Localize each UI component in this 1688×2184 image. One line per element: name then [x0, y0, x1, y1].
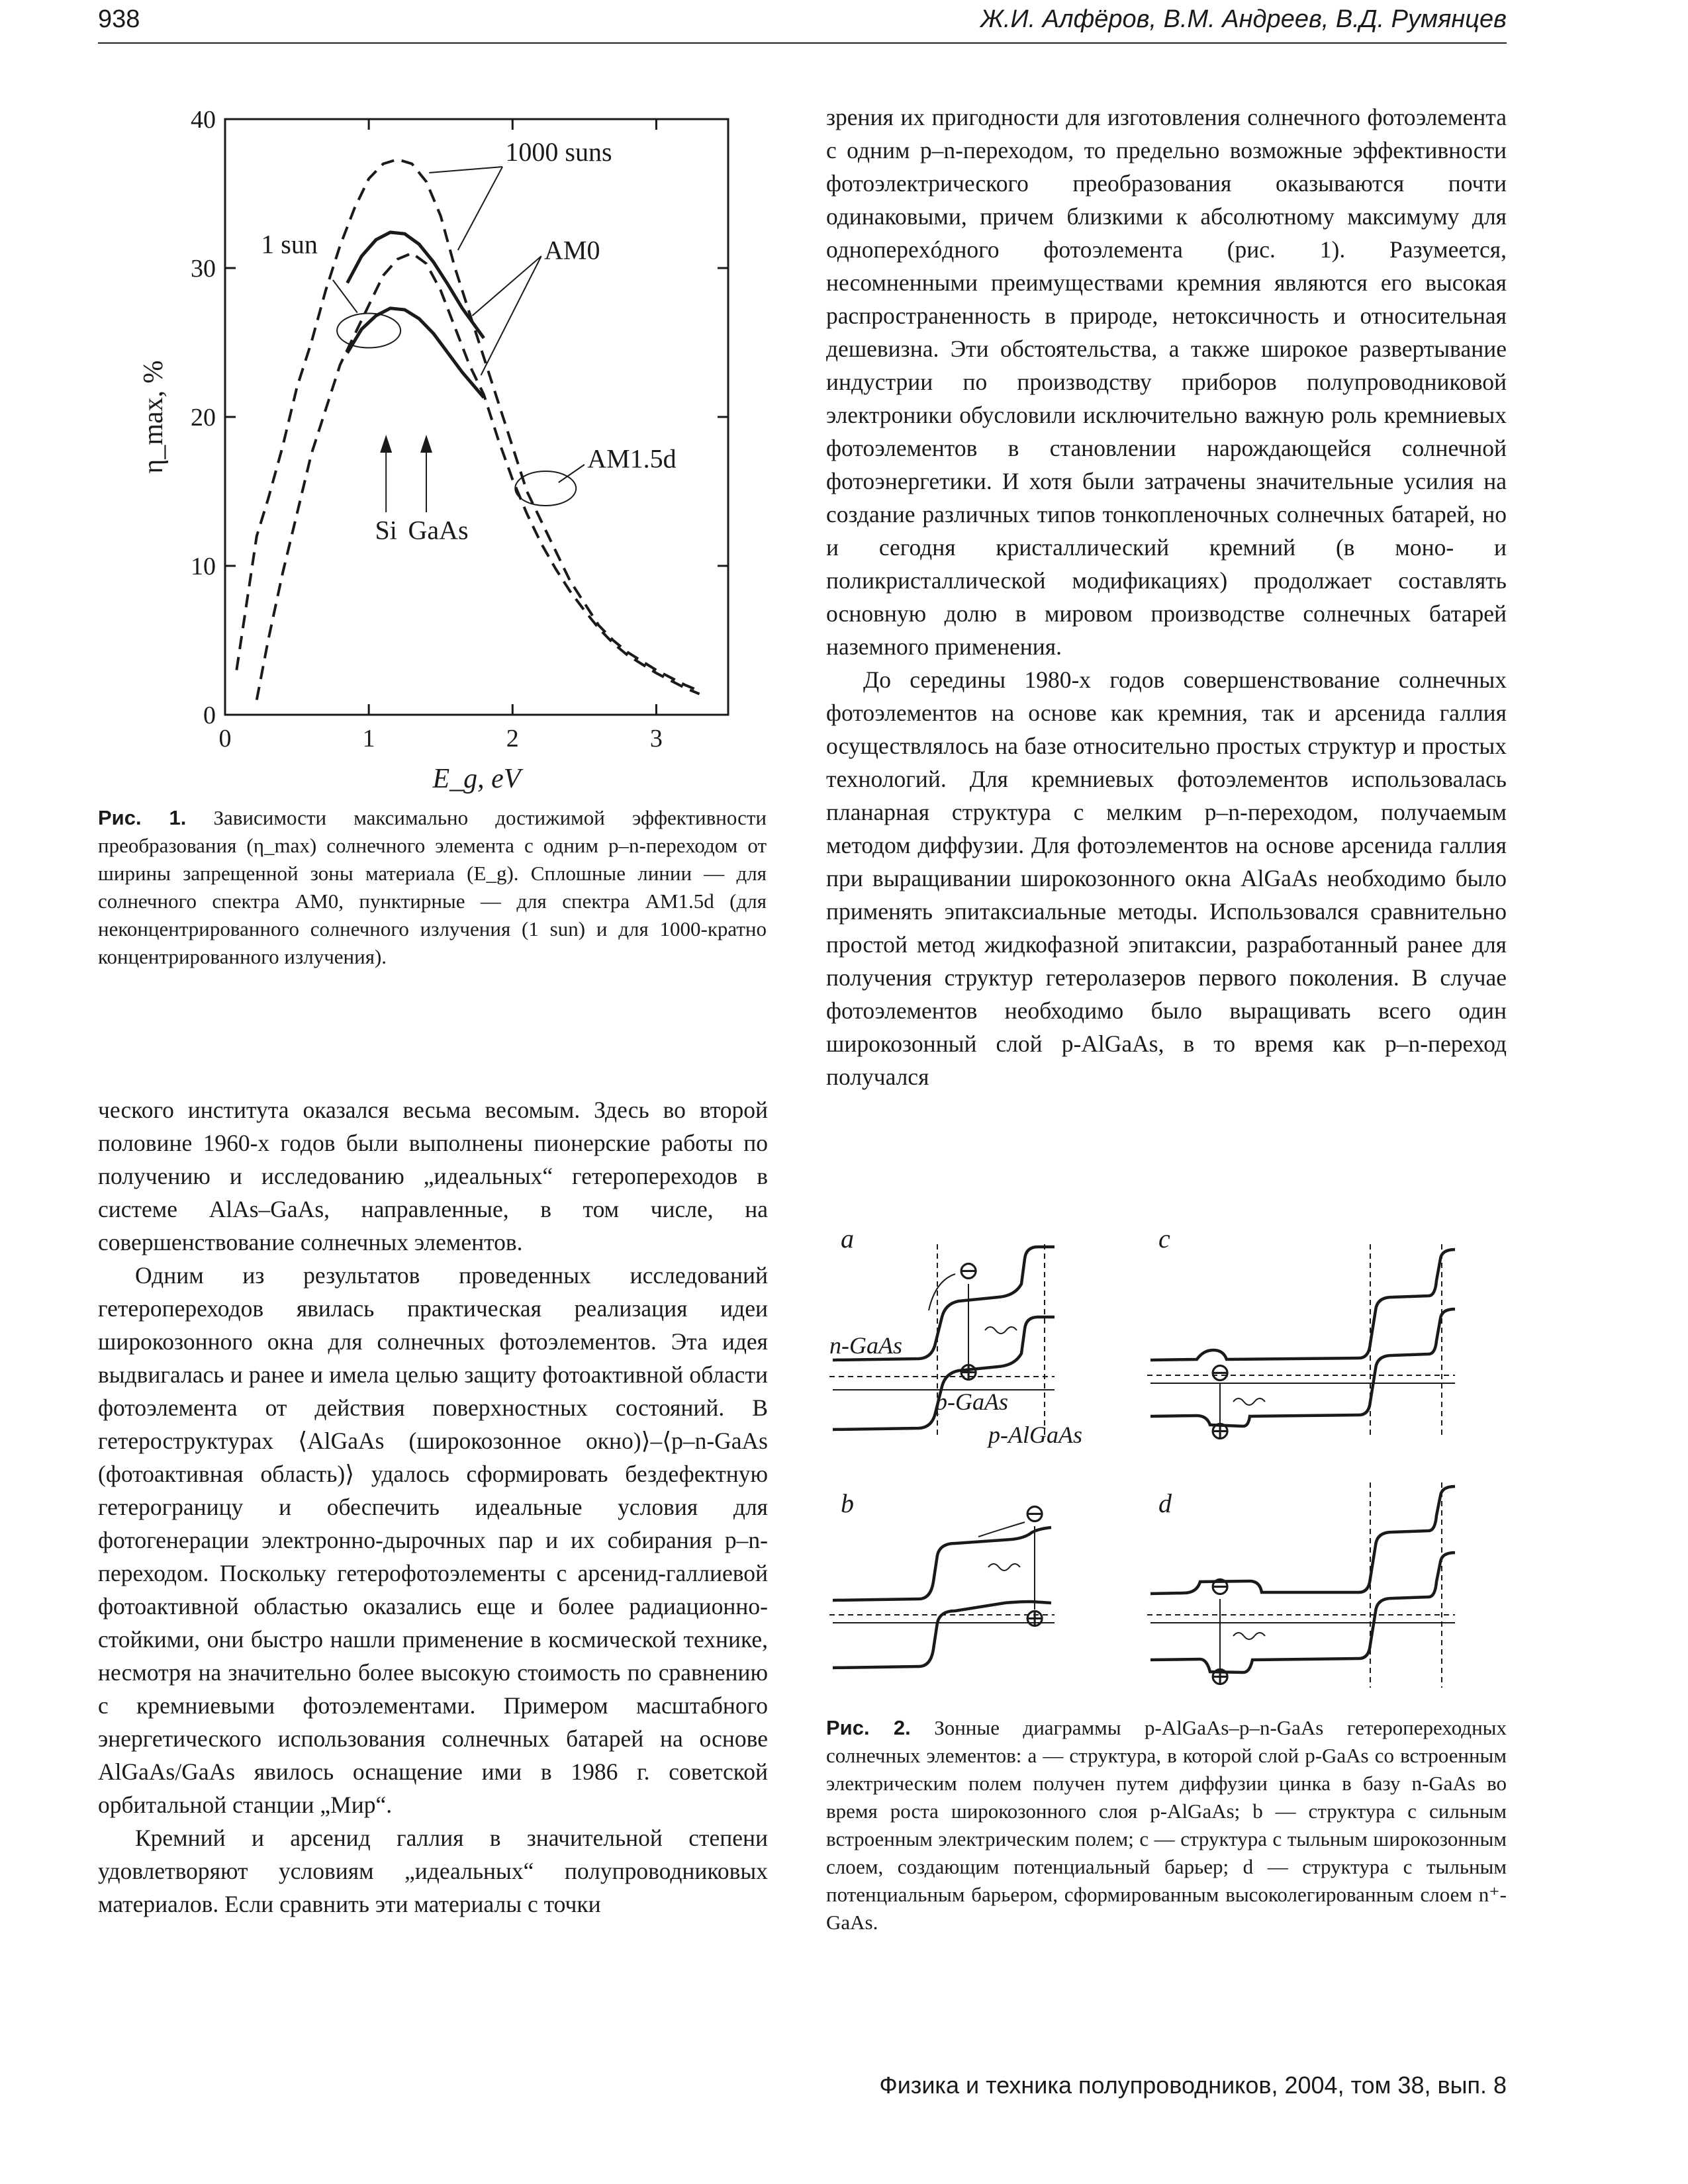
- arrow-label-si: Si: [375, 515, 397, 545]
- annotation-1-sun: 1 sun: [261, 229, 318, 259]
- electron-icon: ⊖: [1023, 1498, 1046, 1528]
- band-diagram-panel-a: [829, 1224, 1082, 1448]
- figure-2-caption-label: Рис. 2.: [826, 1716, 911, 1739]
- leader-line: [458, 167, 502, 250]
- electron-icon: ⊖: [957, 1255, 980, 1285]
- figure-1-caption-label: Рис. 1.: [98, 806, 187, 829]
- figure-1-chart: [93, 93, 755, 794]
- figure-2-band-diagrams: [826, 1218, 1508, 1714]
- right-column-text: [826, 101, 1507, 1093]
- chart-annotations: [261, 137, 676, 545]
- y-tick-label: 0: [203, 702, 216, 729]
- x-axis-label: E_g, eV: [432, 764, 521, 794]
- header-rule: [98, 42, 1507, 44]
- leader-line: [429, 167, 502, 173]
- valence-band-c: [1150, 1309, 1455, 1426]
- leader-line: [472, 256, 541, 316]
- electron-icon: ⊖: [1209, 1357, 1231, 1387]
- electron-icon: ⊖: [1209, 1571, 1231, 1601]
- hole-icon: ⊕: [1209, 1661, 1231, 1691]
- layer-label-p-gaas: p-GaAs: [935, 1388, 1008, 1415]
- panel-label-a: a: [841, 1224, 854, 1253]
- paragraph: Одним из результатов проведенных исследований гетеропереходов явилась практическая реализация идеи широкозонного окна для солнечных фотоэлементов. Эта идея выдвигалась и ранее и имела целью защиту фотоактивной области фотоэлемента от действия поверхностных состояний. В гетероструктурах ⟨AlGaAs (широкозонное окно)⟩–⟨p–n-GaAs (фотоактивная область)⟩ удалось сформировать бездефектную гетерограницу и обеспечить идеальные условия для фотогенерации электронно-дырочных пар и их собирания p–n-переходом. Поскольку гетерофотоэлементы с арсенид-галлиевой фотоактивной областью оказались еще и более радиационно-стойкими, они быстро нашли применение в космической технике, несмотря на значительно более высокую стоимость по сравнению с кремниевыми фотоэлементами. Примером масштабного энергетического использования солнечных батарей на основе AlGaAs/GaAs явилось оснащение ими в 1986 г. советской орбитальной станции „Мир“.: [98, 1262, 768, 1818]
- arrow-head: [380, 435, 392, 453]
- figure-2-caption: [826, 1714, 1507, 1936]
- annotation-1000-suns: 1000 suns: [505, 137, 612, 167]
- conduction-band-b: [833, 1527, 1051, 1600]
- plot-frame: [225, 119, 728, 715]
- annotation-ellipse-am1-5d: [515, 471, 576, 506]
- y-tick-label: 20: [191, 404, 216, 432]
- layer-label-p-algaas: p-AlGaAs: [988, 1422, 1082, 1448]
- figure-2-caption-text: Зонные диаграммы p-AlGaAs–p–n-GaAs гетеропереходных солнечных элементов: a — структура, в которой слой p-GaAs со встроенным электрическим полем получен путем диффузии цинка в базу n-GaAs во время роста широкозонного слоя p-AlGaAs; b — структура с сильным встроенным электрическим полем; c — структура с тыльным широкозонным слоем, создающим потенциальный барьер; d — структура с тыльным потенциальным барьером, сформированным высоколегированным слоем n⁺-GaAs.: [826, 1716, 1507, 1934]
- left-column-text: [98, 1093, 768, 1921]
- panel-label-b: b: [841, 1488, 854, 1518]
- x-tick-label: 0: [218, 725, 232, 752]
- panel-label-c: c: [1158, 1224, 1170, 1253]
- conduction-band-d: [1150, 1486, 1455, 1594]
- x-tick-label: 1: [362, 725, 375, 752]
- x-tick-label: 3: [649, 725, 663, 752]
- conduction-band-c: [1150, 1250, 1455, 1360]
- band-diagram-panel-c: [1147, 1224, 1455, 1445]
- arrow-head: [420, 435, 432, 453]
- band-diagram-panel-d: [1147, 1482, 1455, 1691]
- y-tick-label: 10: [191, 553, 216, 580]
- valence-band-d: [1150, 1553, 1455, 1672]
- hole-icon: ⊕: [1023, 1603, 1046, 1633]
- arrow-label-gaas: GaAs: [408, 515, 469, 545]
- journal-footer: Физика и техника полупроводников, 2004, том 38, вып. 8: [879, 2071, 1507, 2099]
- leader-line: [481, 256, 541, 375]
- paragraph: До середины 1980-х годов совершенствование солнечных фотоэлементов на основе как кремния, так и арсенида галлия осуществлялось на базе относительно простых структур и простых технологий. Для кремниевых фотоэлементов использовалась планарная структура с мелким p–n-переходом, получаемым методом диффузии. Для фотоэлементов на основе арсенида галлия при выращивании широкозонного окна AlGaAs необходимо было применять эпитаксиальные методы. Использовался сравнительно простой метод жидкофазной эпитаксии, разработанный ранее для получения структур гетеролазеров первого поколения. В случае фотоэлементов необходимо было выращивать всего один широкозонный слой p-AlGaAs, в то время как p–n-переход получался: [826, 666, 1507, 1090]
- paragraph: Кремний и арсенид галлия в значительной степени удовлетворяют условиям „идеальных“ полупроводниковых материалов. Если сравнить эти материалы с точки: [98, 1825, 768, 1917]
- annotation-am1-5d: AM1.5d: [587, 443, 677, 474]
- panel-label-d: d: [1158, 1488, 1172, 1518]
- series-line-2: [348, 308, 484, 398]
- annotation-am0: AM0: [544, 235, 600, 265]
- x-tick-label: 2: [506, 725, 519, 752]
- hole-icon: ⊕: [957, 1357, 980, 1387]
- leader-line: [333, 280, 357, 313]
- running-head-authors: Ж.И. Алфёров, В.М. Андреев, В.Д. Румянцев: [980, 5, 1507, 33]
- layer-label-n-gaas: n-GaAs: [829, 1332, 902, 1359]
- paragraph: зрения их пригодности для изготовления солнечного фотоэлемента с одним p–n-переходом, то предельно возможные эффективности фотоэлектрического преобразования оказываются почти одинаковыми, причем близкими к абсолютному максимуму для однопереxóдного фотоэлемента (рис. 1). Разумеется, несомненными преимуществами кремния являются его высокая распространенность в природе, нетоксичность и относительная дешевизна. Эти обстоятельства, а также широкое развертывание индустрии по производству приборов полупроводниковой электроники обусловили исключительно важную роль кремниевых фотоэлементов в становлении нарождающейся солнечной фотоэнергетики. И хотя были затрачены значительные усилия на создание различных типов тонкопленочных солнечных батарей, но и сегодня кристаллический кремний (в моно- и поликристаллической модификациях) продолжает составлять основную долю в мировом производстве солнечных батарей наземного применения.: [826, 104, 1507, 660]
- annotation-ellipse-1-sun: [337, 314, 400, 348]
- figure-1-caption-text: Зависимости максимально достижимой эффективности преобразования (η_max) солнечного элемента с одним p–n-переходом от ширины запрещенной зоны материала (E_g). Сплошные линии — для солнечного спектра AM0, пунктирные — для спектра AM1.5d (для неконцентрированного солнечного излучения (1 sun) и для 1000-кратно концентрированного излучения).: [98, 806, 767, 968]
- hole-icon: ⊕: [1209, 1416, 1231, 1445]
- band-diagram-panel-b: [829, 1488, 1055, 1668]
- y-tick-label: 30: [191, 255, 216, 283]
- valence-band-b: [833, 1602, 1051, 1668]
- series-line-4: [257, 253, 700, 700]
- y-tick-label: 40: [191, 106, 216, 134]
- paragraph: ческого института оказался весьма весомым. Здесь во второй половине 1960-х годов были выполнены пионерские работы по получению и исследованию „идеальных“ гетеропереходов в системе AlAs–GaAs, направленные, в том числе, на совершенствование солнечных элементов.: [98, 1097, 768, 1255]
- page-number: 938: [98, 5, 140, 33]
- figure-1-caption: [98, 804, 767, 971]
- y-axis-label: η_max, %: [138, 360, 169, 474]
